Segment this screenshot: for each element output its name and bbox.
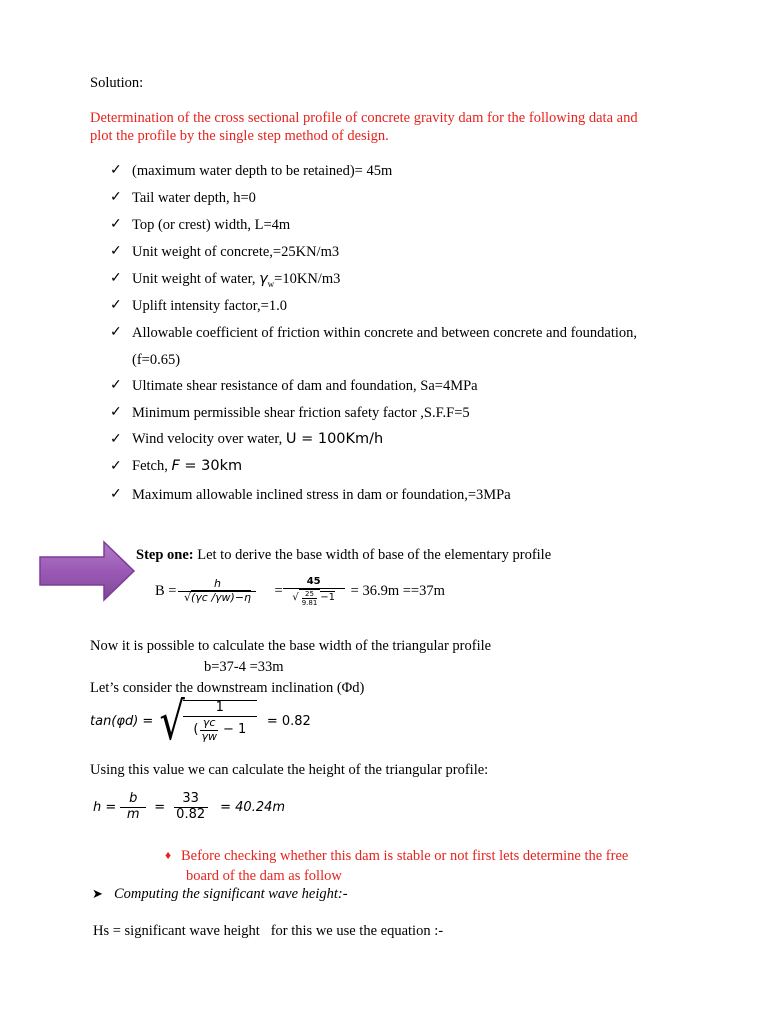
eq-denominator: √ $\frac{25}{9.81}$ −1 bbox=[292, 589, 336, 607]
list-item: Top (or crest) width, L=4m bbox=[132, 217, 291, 233]
paragraph-triangular: Now it is possible to calculate the base width of the triangular profile bbox=[90, 638, 492, 654]
note-line-2: board of the dam as follow bbox=[186, 868, 342, 884]
eq-lhs: h = bbox=[93, 799, 117, 815]
wind-equation: U = 100Km/h bbox=[285, 431, 384, 447]
checkmark-icon: ✓ bbox=[110, 271, 122, 286]
checkmark-icon: ✓ bbox=[110, 190, 122, 205]
eq-numerator: 33 bbox=[174, 792, 208, 808]
item-prefix: Wind velocity over water, bbox=[132, 431, 286, 447]
eq-numerator: 45 bbox=[283, 576, 345, 589]
list-item: Minimum permissible shear friction safety factor ,S.F.F=5 bbox=[132, 405, 470, 421]
eq-radicand: (γc /γw)−η bbox=[190, 590, 252, 604]
sqrt-icon: √ bbox=[159, 691, 185, 752]
eq-denominator: m bbox=[126, 806, 140, 822]
eq-tail: − 1 bbox=[222, 721, 247, 737]
eq-denominator: √(γc /γw)−η bbox=[183, 590, 252, 604]
list-item-continuation: (f=0.65) bbox=[132, 352, 181, 368]
note-line-1: Before checking whether this dam is stable or not first lets determine the free bbox=[181, 848, 629, 864]
intro-line-1: Determination of the cross sectional profile of concrete gravity dam for the following data and bbox=[90, 110, 638, 126]
eq-lhs: tan(φd) = bbox=[90, 714, 154, 730]
eq-equals: = bbox=[154, 799, 166, 815]
eq-inner-fraction bbox=[299, 589, 321, 607]
eq-lhs: B = bbox=[155, 582, 177, 599]
list-item-fetch bbox=[132, 458, 242, 475]
eq-fraction-2 bbox=[283, 576, 345, 607]
arrowhead-bullet-icon: ➤ bbox=[92, 886, 103, 901]
gamma-subscript: w bbox=[267, 278, 275, 289]
list-item: Ultimate shear resistance of dam and foundation, Sa=4MPa bbox=[132, 378, 478, 394]
paragraph-inclination: Let’s consider the downstream inclination (Φd) bbox=[90, 680, 365, 696]
item-suffix: =10KN/m3 bbox=[274, 271, 341, 287]
diamond-icon: ♦ bbox=[165, 848, 172, 862]
right-arrow-icon bbox=[38, 540, 136, 602]
list-item-water-weight bbox=[132, 271, 340, 289]
equation-base-width bbox=[155, 576, 445, 607]
list-item-wind bbox=[132, 431, 383, 448]
checkmark-icon: ✓ bbox=[110, 325, 122, 340]
checkmark-icon: ✓ bbox=[110, 298, 122, 313]
eq-denominator bbox=[190, 717, 249, 743]
checkmark-icon: ✓ bbox=[110, 487, 122, 502]
checkmark-icon: ✓ bbox=[110, 244, 122, 259]
eq-fraction-1 bbox=[178, 578, 256, 604]
list-item: Maximum allowable inclined stress in dam or foundation,=3MPa bbox=[132, 487, 511, 503]
equation-height bbox=[93, 792, 285, 823]
fetch-equation: = 30km bbox=[179, 458, 243, 474]
eq-numerator: 1 bbox=[183, 701, 257, 717]
paragraph-height: Using this value we can calculate the height of the triangular profile: bbox=[90, 762, 489, 778]
eq-fraction bbox=[183, 700, 257, 743]
eq-fraction-2 bbox=[173, 792, 208, 823]
equation-tan bbox=[90, 691, 311, 752]
list-item: (maximum water depth to be retained)= 45m bbox=[132, 163, 393, 179]
checkmark-icon: ✓ bbox=[110, 378, 122, 393]
eq-fraction-1 bbox=[120, 792, 146, 823]
eq-tail: −1 bbox=[320, 592, 336, 604]
list-item: Allowable coefficient of friction within concrete and between concrete and foundation, bbox=[132, 325, 638, 341]
computing-heading: Computing the significant wave height:- bbox=[114, 886, 348, 902]
hs-definition: Hs = significant wave height for this we use the equation :- bbox=[93, 923, 444, 939]
eq-result: = 36.9m ==37m bbox=[350, 582, 445, 599]
eq-inner-den: γw bbox=[201, 729, 217, 743]
fetch-variable: F bbox=[171, 458, 180, 474]
eq-numerator: h bbox=[178, 578, 256, 592]
checkmark-icon: ✓ bbox=[110, 432, 122, 447]
list-item: Uplift intensity factor,=1.0 bbox=[132, 298, 287, 314]
step-one-label: Step one: bbox=[136, 547, 194, 563]
checkmark-icon: ✓ bbox=[110, 459, 122, 474]
list-item: Unit weight of concrete,=25KN/m3 bbox=[132, 244, 340, 260]
eq-equals: = bbox=[274, 582, 283, 599]
checkmark-icon: ✓ bbox=[110, 163, 122, 178]
step-one-text: Let to derive the base width of base of the elementary profile bbox=[193, 547, 552, 563]
b-result: b=37-4 =33m bbox=[204, 659, 284, 675]
item-prefix: Unit weight of water, bbox=[132, 271, 260, 287]
list-item: Tail water depth, h=0 bbox=[132, 190, 256, 206]
eq-inner-num: γc bbox=[200, 717, 219, 731]
item-prefix: Fetch, bbox=[132, 458, 172, 474]
eq-open-paren: ( bbox=[193, 721, 199, 737]
eq-result: = 40.24m bbox=[220, 799, 286, 815]
checkmark-icon: ✓ bbox=[110, 405, 122, 420]
eq-numerator: b bbox=[120, 792, 146, 808]
eq-inner-fraction bbox=[198, 717, 220, 743]
checkmark-icon: ✓ bbox=[110, 217, 122, 232]
gamma-symbol: γ bbox=[259, 271, 268, 287]
eq-inner-num: 25 bbox=[302, 590, 317, 599]
eq-denominator: 0.82 bbox=[176, 806, 206, 822]
eq-inner-den: 9.81 bbox=[301, 598, 318, 607]
solution-heading: Solution: bbox=[90, 75, 144, 91]
intro-line-2: plot the profile by the single step method of design. bbox=[90, 128, 389, 144]
eq-result: = 0.82 bbox=[266, 714, 311, 730]
step-one-line bbox=[136, 547, 551, 564]
